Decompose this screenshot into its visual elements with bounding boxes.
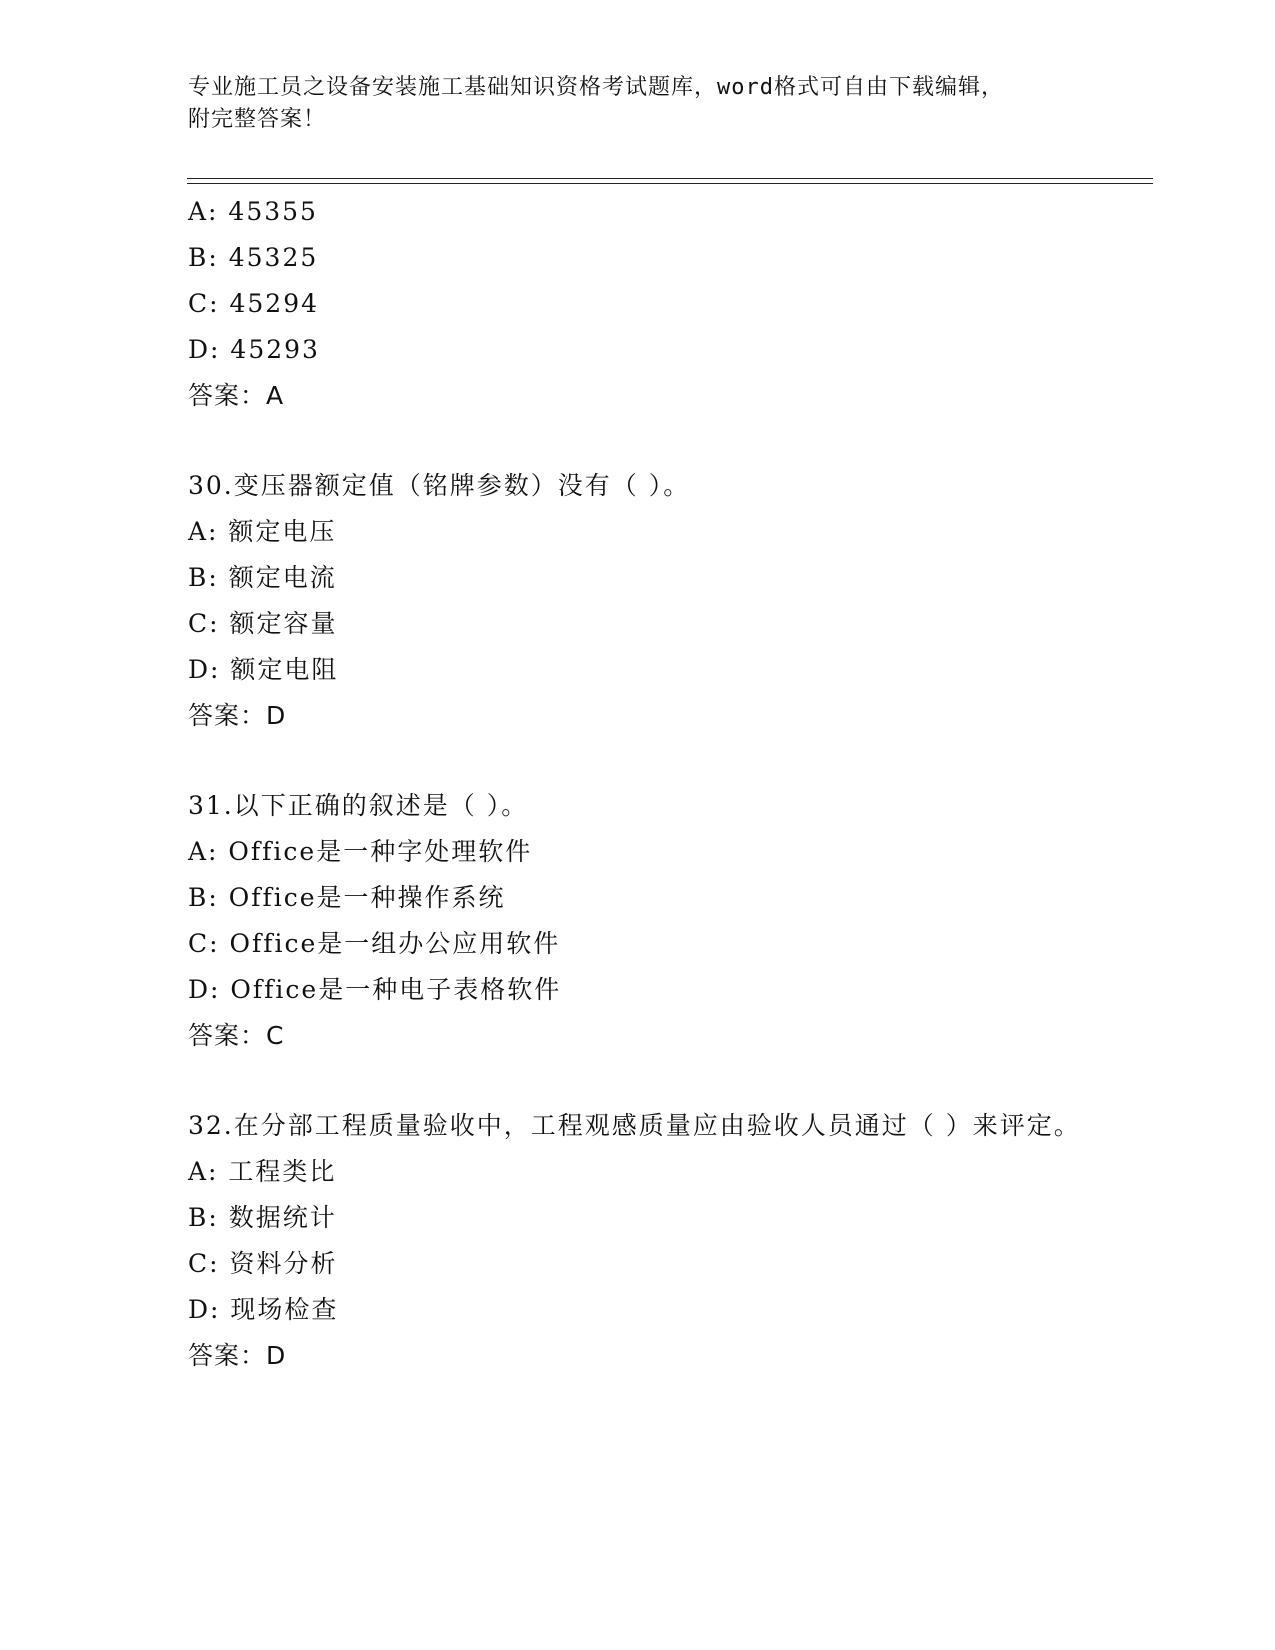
answer-line: 答案：C [188,1021,285,1050]
option-b: B: 额定电流 [188,563,337,592]
question-block-32 [188,1103,1108,1379]
option-c: C: 资料分析 [188,1249,338,1278]
option-c: C: Office是一组办公应用软件 [188,929,561,958]
answer-line: 答案：A [188,381,285,410]
question-text: 31.以下正确的叙述是（ ）。 [188,791,529,820]
option-a: A: Office是一种字处理软件 [188,837,533,866]
option-a: A: 工程类比 [188,1157,337,1186]
option-d: D: 45293 [188,335,320,364]
option-c: C: 45294 [188,289,320,318]
option-d: D: Office是一种电子表格软件 [188,975,562,1004]
option-d: D: 现场检查 [188,1295,339,1324]
option-c: C: 额定容量 [188,609,338,638]
option-b: B: 45325 [188,243,319,272]
option-a: A: 45355 [188,197,318,226]
question-text: 32.在分部工程质量验收中，工程观感质量应由验收人员通过（ ）来评定。 [188,1111,1081,1140]
spacer [188,739,1108,783]
header-rule-bottom [187,183,1153,184]
page-header-text: 专业施工员之设备安装施工基础知识资格考试题库，word格式可自由下载编辑， 附完整答案！ [188,75,1004,132]
answer-line: 答案：D [188,701,287,730]
header-rule-top [187,178,1153,179]
question-block-30 [188,463,1108,739]
spacer [188,1059,1108,1103]
question-text: 30.变压器额定值（铭牌参数）没有（ ）。 [188,471,691,500]
option-a: A: 额定电压 [188,517,337,546]
option-b: B: Office是一种操作系统 [188,883,506,912]
option-d: D: 额定电阻 [188,655,339,684]
question-list [188,189,1108,1379]
question-block-31 [188,783,1108,1059]
question-block-continued [188,189,1108,419]
answer-line: 答案：D [188,1341,287,1370]
spacer [188,419,1108,463]
option-b: B: 数据统计 [188,1203,337,1232]
